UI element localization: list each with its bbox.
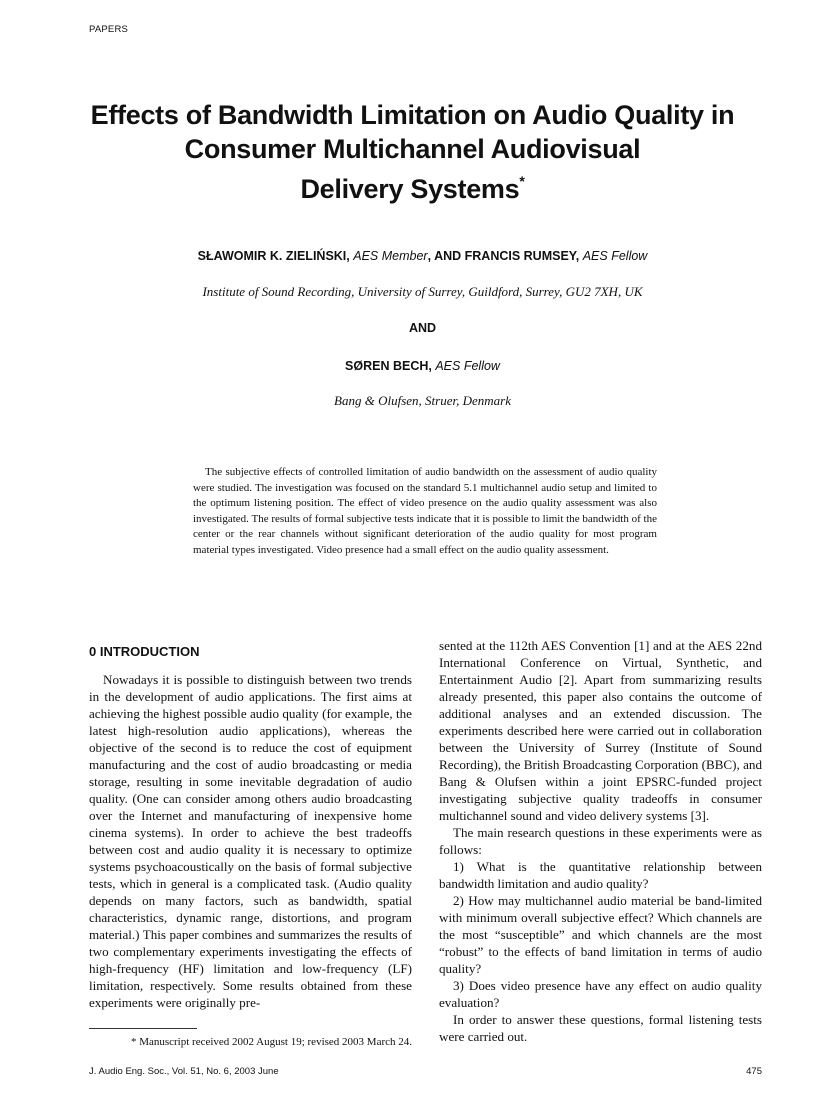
author-bech-role: AES Fellow [435,359,500,373]
title-line-3-text: Delivery Systems [300,174,520,204]
intro-paragraph-3: In order to answer these questions, formal listening tests were carried out. [439,1012,762,1044]
author-connector: , AND FRANCIS RUMSEY, [427,249,580,263]
abstract [193,465,657,559]
research-question-1: 1) What is the quantitative relationship between bandwidth limitation and audio quality? [439,859,762,891]
author-zielinski-role: AES Member [353,249,428,263]
research-question-3: 3) Does video presence have any effect on audio quality evaluation? [439,978,762,1010]
footnote: * Manuscript received 2002 August 19; revised 2003 March 24. [130,1036,412,1048]
footnote-rule [89,1028,197,1029]
intro-paragraph-2: The main research questions in these experiments were as follows: [439,825,762,857]
author-zielinski: SŁAWOMIR K. ZIELIŃSKI, [197,249,350,263]
author-rumsey-role: AES Fellow [582,249,648,263]
title-line-1: Effects of Bandwidth Limitation on Audio Quality in [90,100,735,130]
and-separator: AND [408,321,437,335]
author-line-1 [90,249,755,263]
page-number: 475 [746,1066,762,1077]
abstract-text: The subjective effects of controlled limitation of audio bandwidth on the assessment of audio quality were studied. The investigation was focused on the standard 5.1 multichannel audio setup and limited to the optimum listening position. The effect of video presence on the audio quality assessment was also investigated. The results of formal subjective tests indicate that it is possible to limit the bandwidth of the center or the rear channels without significant deterioration of the audio quality for most program material types investigated. Video presence had a small effect on the audio quality assessment. [193,466,657,556]
intro-paragraph-continued: sented at the 112th AES Convention [1] and at the AES 22nd International Conference on Virtual, Synthetic, and Entertainment Audio [2]. Apart from summarizing results already presented, this paper also contains the outcome of additional analyses and an extended discussion. The experiments described here were carried out in collaboration between the University of Surrey (Institute of Sound Recording), the British Broadcasting Corporation (BBC), and Bang & Olufsen within a joint EPSRC-funded project investigating subjective quality tradeoffs in consumer multichannel sound and video delivery systems [3]. [439,638,762,823]
affiliation-surrey: Institute of Sound Recording, University of Surrey, Guildford, Surrey, GU2 7XH, UK [202,284,643,299]
affiliation-bang-olufsen: Bang & Olufsen, Struer, Denmark [334,393,511,408]
title-line-2: Consumer Multichannel Audiovisual [184,134,641,164]
research-question-2: 2) How may multichannel audio material be band-limited with minimum overall subjective effect? Which channels are the most “susceptible” and which channels are the most “robust” to the effects of band limitation in terms of audio quality? [439,893,762,976]
author-line-2 [90,359,755,373]
right-column [439,637,762,1045]
author-bech: SØREN BECH, [345,359,432,373]
running-head: PAPERS [89,24,129,35]
title-footnote-mark: * [519,173,525,189]
section-heading: 0 INTRODUCTION [89,644,200,659]
journal-footer: J. Audio Eng. Soc., Vol. 51, No. 6, 2003 June [89,1066,279,1077]
paper-title [90,98,735,206]
left-column [89,640,412,1011]
title-line-3 [90,166,735,206]
intro-paragraph-1: Nowadays it is possible to distinguish between two trends in the development of audio applications. The first aims at achieving the highest possible audio quality (for example, the latest high-resolution audio applications), whereas the objective of the second is to reduce the cost of equipment manufacturing and the cost of audio broadcasting or media storage, resulting in some inevitable degradation of audio quality. (One can consider among others audio broadcasting over the Internet and manufacturing of inexpensive home cinema systems). In order to achieve the best tradeoffs between cost and audio quality it is necessary to optimize systems psychoacoustically on the basis of formal subjective tests, which in general is a complicated task. (Audio quality depends on many factors, such as bandwidth, spatial characteristics, dynamic range, distortions, and program material.) This paper combines and summarizes the results of two complementary experiments investigating the effects of high-frequency (HF) limitation and low-frequency (LF) limitation, respectively. Some results obtained from these experiments were originally pre- [89,672,412,1010]
